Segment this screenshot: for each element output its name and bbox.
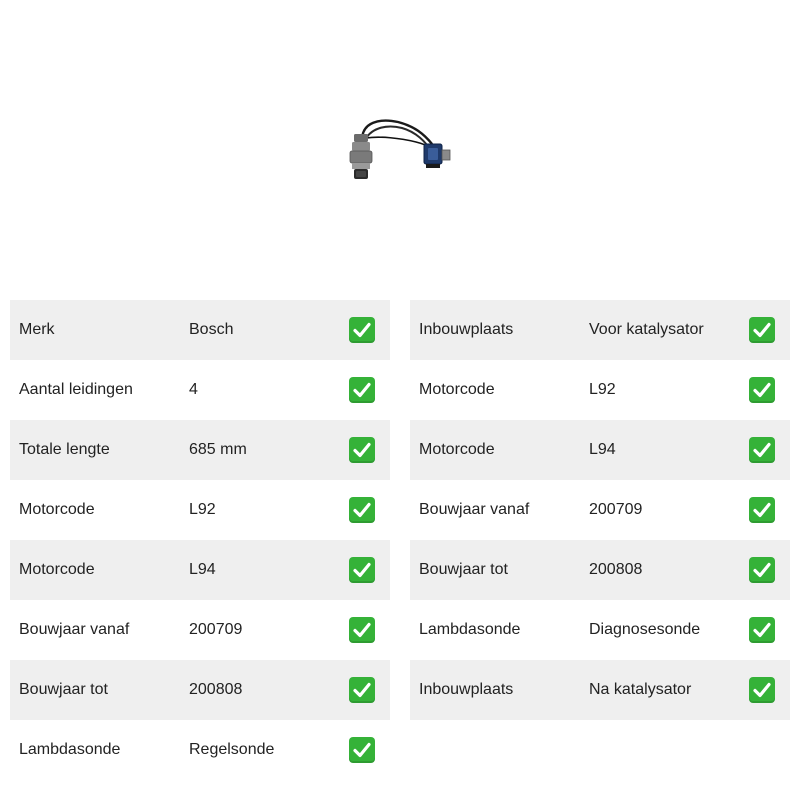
- spec-row: [410, 300, 790, 360]
- spec-label: Motorcode: [419, 441, 495, 458]
- spec-label: Inbouwplaats: [419, 681, 514, 698]
- spec-label: Bouwjaar vanaf: [19, 621, 130, 638]
- right-spec-table: [410, 300, 790, 720]
- spec-label: Bouwjaar tot: [419, 561, 508, 578]
- spec-row: [10, 720, 390, 780]
- check-icon: [349, 737, 375, 763]
- spec-label: Merk: [19, 321, 55, 338]
- spec-row: [410, 420, 790, 480]
- spec-row: [10, 660, 390, 720]
- check-icon: [749, 557, 775, 583]
- spec-label: Aantal leidingen: [19, 381, 133, 398]
- spec-label: Motorcode: [19, 501, 95, 518]
- spec-value: 685 mm: [189, 441, 247, 458]
- spec-value: Regelsonde: [189, 741, 275, 758]
- spec-row: [10, 360, 390, 420]
- spec-row: [10, 600, 390, 660]
- check-icon: [349, 317, 375, 343]
- spec-row: [410, 480, 790, 540]
- check-icon: [749, 677, 775, 703]
- spec-value: 200709: [189, 621, 243, 638]
- check-icon: [349, 557, 375, 583]
- spec-label: Lambdasonde: [419, 621, 521, 638]
- spec-label: Inbouwplaats: [419, 321, 514, 338]
- spec-value: Diagnosesonde: [589, 621, 701, 638]
- spec-label: Bouwjaar tot: [19, 681, 108, 698]
- spec-row: [410, 660, 790, 720]
- spec-value: Bosch: [189, 321, 234, 338]
- check-icon: [349, 377, 375, 403]
- spec-value: Voor katalysator: [589, 321, 704, 338]
- check-icon: [749, 317, 775, 343]
- check-icon: [749, 497, 775, 523]
- check-icon: [349, 497, 375, 523]
- check-icon: [749, 437, 775, 463]
- spec-row: [10, 480, 390, 540]
- spec-row: [410, 600, 790, 660]
- check-icon: [349, 617, 375, 643]
- spec-row: [10, 300, 390, 360]
- spec-label: Motorcode: [419, 381, 495, 398]
- spec-value: L94: [589, 441, 616, 458]
- spec-row: [10, 420, 390, 480]
- oxygen-sensor-image: [340, 112, 456, 186]
- spec-value: L92: [589, 381, 616, 398]
- spec-label: Totale lengte: [19, 441, 110, 458]
- spec-row: [10, 540, 390, 600]
- spec-value: 200808: [189, 681, 243, 698]
- spec-value: 4: [189, 381, 198, 398]
- spec-value: L92: [189, 501, 216, 518]
- check-icon: [349, 437, 375, 463]
- spec-label: Lambdasonde: [19, 741, 121, 758]
- check-icon: [749, 377, 775, 403]
- check-icon: [349, 677, 375, 703]
- spec-row: [410, 360, 790, 420]
- spec-value: 200808: [589, 561, 643, 578]
- left-spec-table: [10, 300, 390, 780]
- spec-label: Bouwjaar vanaf: [419, 501, 530, 518]
- spec-value: Na katalysator: [589, 681, 692, 698]
- check-icon: [749, 617, 775, 643]
- spec-value: L94: [189, 561, 216, 578]
- spec-label: Motorcode: [19, 561, 95, 578]
- spec-row: [410, 540, 790, 600]
- spec-value: 200709: [589, 501, 643, 518]
